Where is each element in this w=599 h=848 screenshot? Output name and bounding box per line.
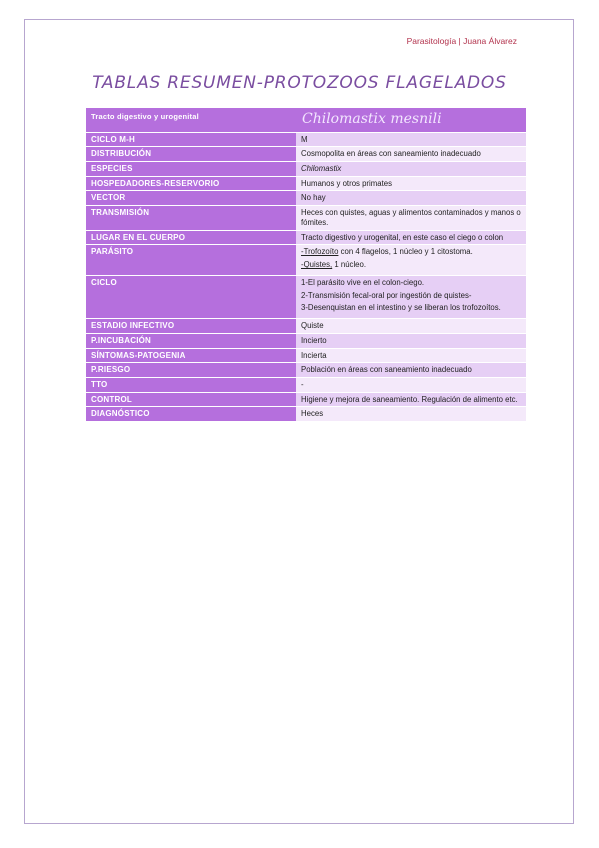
trofozoito-desc: con 4 flagelos, 1 núcleo y 1 citostoma. [338, 247, 473, 257]
row-value: Incierta [296, 348, 526, 363]
row-value: - [296, 377, 526, 392]
quistes-desc: 1 núcleo. [332, 260, 367, 270]
row-value: Cosmopolita en áreas con saneamiento inadecuado [296, 147, 526, 162]
row-value: No hay [296, 191, 526, 206]
row-value: Humanos y otros primates [296, 176, 526, 191]
parasito-trofozoito [301, 247, 521, 257]
table-row [86, 161, 526, 176]
table-row [86, 176, 526, 191]
row-value-parasito [296, 245, 526, 275]
row-label: CONTROL [86, 392, 296, 407]
table-header-row [86, 108, 526, 132]
row-label: CICLO [86, 275, 296, 318]
table-row [86, 407, 526, 422]
row-label: TTO [86, 377, 296, 392]
quistes-term: -Quistes, [301, 260, 333, 270]
summary-table [86, 108, 526, 422]
row-label: DIAGNÓSTICO [86, 407, 296, 422]
row-label: HOSPEDADORES-RESERVORIO [86, 176, 296, 191]
row-value: Heces con quistes, aguas y alimentos contaminados y manos o fómites. [296, 206, 526, 230]
page-title: TABLAS RESUMEN-PROTOZOOS FLAGELADOS [92, 73, 507, 93]
ciclo-step-1: 1-El parásito vive en el colon-ciego. [301, 277, 425, 287]
row-value: M [296, 132, 526, 147]
row-value: Heces [296, 407, 526, 422]
row-value: Quiste [296, 319, 526, 334]
row-value-ciclo [296, 275, 526, 318]
table-row [86, 191, 526, 206]
table-row [86, 319, 526, 334]
row-value: Incierto [296, 333, 526, 348]
ciclo-step-3: 3-Desenquistan en el intestino y se liberan los trofozoítos. [301, 303, 501, 313]
table-row [86, 230, 526, 245]
row-label: P.INCUBACIÓN [86, 333, 296, 348]
row-label: TRANSMISIÓN [86, 206, 296, 230]
row-label: LUGAR EN EL CUERPO [86, 230, 296, 245]
table-row [86, 333, 526, 348]
row-label: P.RIESGO [86, 363, 296, 378]
row-value: Tracto digestivo y urogenital, en este caso el ciego o colon [296, 230, 526, 245]
table-row [86, 245, 526, 275]
row-label: VECTOR [86, 191, 296, 206]
row-label: SÍNTOMAS-PATOGENIA [86, 348, 296, 363]
table-row [86, 363, 526, 378]
trofozoito-term: -Trofozoíto [301, 247, 339, 257]
table-row [86, 377, 526, 392]
table-row [86, 392, 526, 407]
row-value: Chilomastix [296, 161, 526, 176]
parasito-quistes [301, 260, 521, 270]
row-label: CICLO M-H [86, 132, 296, 147]
page-header: Parasitología | Juana Álvarez [406, 36, 517, 46]
ciclo-step-2: 2-Transmisión fecal-oral por ingestión de quistes- [301, 290, 472, 300]
table-row [86, 206, 526, 230]
row-value: Higiene y mejora de saneamiento. Regulación de alimento etc. [296, 392, 526, 407]
header-label: Tracto digestivo y urogenital [86, 108, 296, 132]
row-label: PARÁSITO [86, 245, 296, 275]
table-row [86, 275, 526, 318]
row-label: ESPECIES [86, 161, 296, 176]
table-row [86, 147, 526, 162]
header-species: Chilomastix mesnili [296, 108, 526, 132]
row-label: ESTADIO INFECTIVO [86, 319, 296, 334]
table-row [86, 348, 526, 363]
row-value: Población en áreas con saneamiento inadecuado [296, 363, 526, 378]
table-row [86, 132, 526, 147]
row-label: DISTRIBUCIÓN [86, 147, 296, 162]
